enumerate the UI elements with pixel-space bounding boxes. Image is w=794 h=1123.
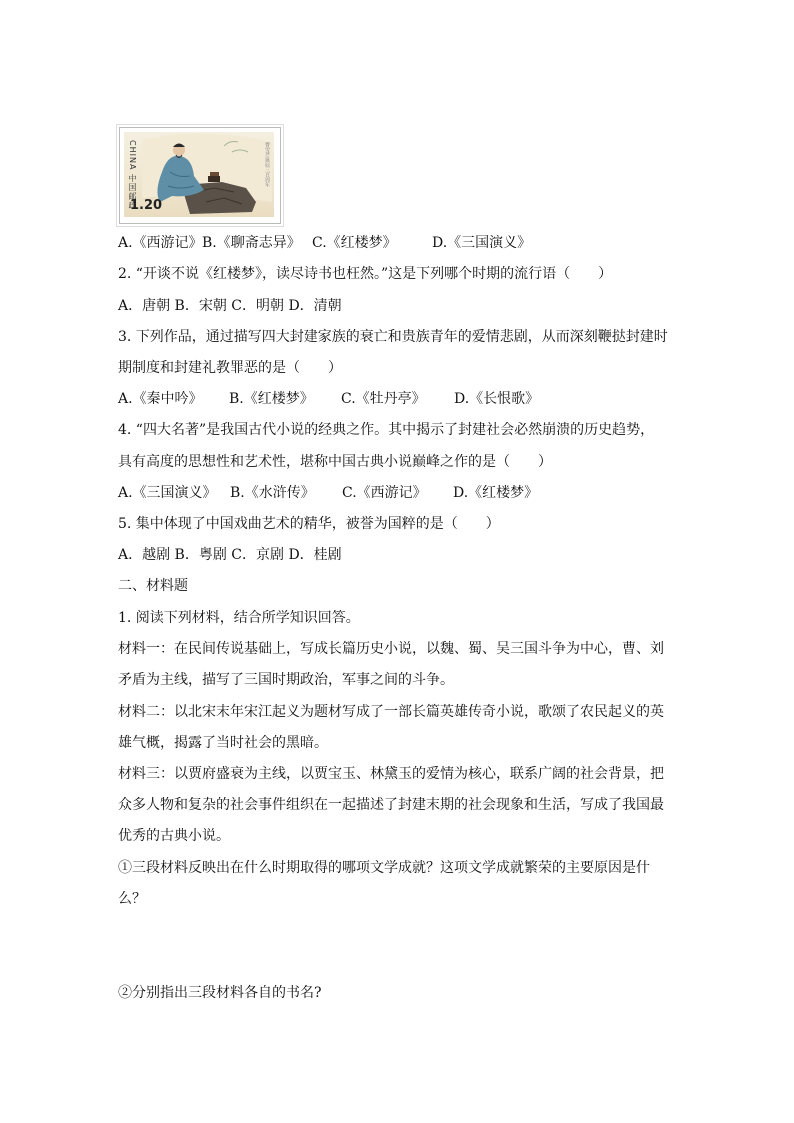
q5-options: A．越剧 B．粤剧 C．京剧 D．桂剧 — [118, 547, 342, 563]
stamp-side-text: 曹雪芹诞辰三百周年 — [264, 142, 270, 187]
q1-options — [118, 233, 531, 253]
question-4-line-1: 4. “四大名著”是我国古代小说的经典之作。其中揭示了封建社会必然崩溃的历史趋势， — [118, 422, 655, 438]
material-1-line-1: 材料一：在民间传说基础上，写成长篇历史小说，以魏、蜀、吴三国斗争为中心，曹、刘 — [118, 641, 664, 657]
q3-options — [118, 389, 539, 409]
stamp-image — [119, 127, 281, 224]
option-d: D.《长恨歌》 — [454, 391, 540, 407]
sub-question-1-line-1: ①三段材料反映出在什么时期取得的哪项文学成就？这项文学成就繁荣的主要原因是什 — [118, 860, 650, 876]
material-3-line-3: 优秀的古典小说。 — [118, 828, 230, 844]
question-5: 5. 集中体现了中国戏曲艺术的精华，被誉为国粹的是（ ） — [118, 516, 500, 532]
option-b: B.《聊斋志异》 — [202, 235, 301, 251]
option-c: C.《红楼梦》 — [312, 235, 397, 251]
q4-options — [118, 483, 538, 503]
option-b: B.《红楼梦》 — [229, 391, 314, 407]
option-c: C.《牡丹亭》 — [341, 391, 426, 407]
question-4-line-2: 具有高度的思想性和艺术性，堪称中国古典小说巅峰之作的是（ ） — [118, 454, 552, 470]
material-1-line-2: 矛盾为主线，描写了三国时期政治，军事之间的斗争。 — [118, 672, 454, 688]
option-a: A.《三国演义》 — [118, 485, 217, 501]
stamp-country-text: CHINA 中国邮政 — [128, 140, 137, 210]
material-3-line-2: 众多人物和复杂的社会事件组织在一起描述了封建末期的社会现象和生活，写成了我国最 — [118, 797, 664, 813]
option-d: D.《红楼梦》 — [453, 485, 539, 501]
option-c: C.《西游记》 — [342, 485, 427, 501]
material-2-line-1: 材料二：以北宋末年宋江起义为题材写成了一部长篇英雄传奇小说，歌颂了农民起义的英 — [118, 704, 664, 720]
question-3-line-1: 3. 下列作品，通过描写四大封建家族的衰亡和贵族青年的爱情悲剧，从而深刻鞭挞封建时 — [118, 329, 668, 345]
material-question-intro: 1. 阅读下列材料，结合所学知识回答。 — [118, 610, 360, 626]
q2-options: A．唐朝 B．宋朝 C．明朝 D．清朝 — [118, 298, 342, 314]
stamp-artwork — [124, 132, 274, 217]
question-3-line-2: 期制度和封建礼教罪恶的是（ ） — [118, 360, 342, 376]
material-2-line-2: 雄气概，揭露了当时社会的黑暗。 — [118, 735, 328, 751]
option-a: A.《秦中吟》 — [118, 391, 203, 407]
option-a: A.《西游记》 — [118, 235, 203, 251]
option-b: B.《水浒传》 — [230, 485, 315, 501]
sub-question-2: ②分别指出三段材料各自的书名? — [118, 985, 322, 1001]
material-3-line-1: 材料三：以贾府盛衰为主线，以贾宝玉、林黛玉的爱情为核心，联系广阔的社会背景，把 — [118, 766, 664, 782]
option-d: D.《三国演义》 — [432, 235, 532, 251]
stamp-price: 1.20 — [130, 198, 163, 213]
sub-question-1-line-2: 么？ — [118, 891, 146, 907]
question-2: 2. “开谈不说《红楼梦》，读尽诗书也枉然。”这是下列哪个时期的流行语（ ） — [118, 266, 613, 282]
section-heading: 二、材料题 — [118, 578, 188, 594]
